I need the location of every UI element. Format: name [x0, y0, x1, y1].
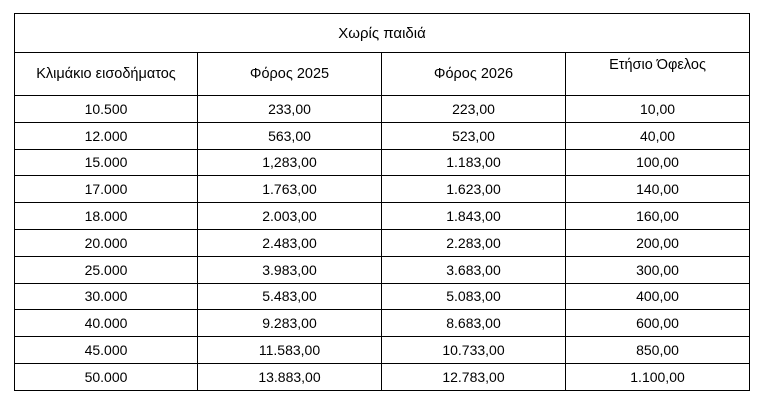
cell-tax-2026: 1.623,00	[382, 176, 566, 203]
cell-income-bracket: 40.000	[15, 310, 198, 337]
cell-tax-2025: 1.763,00	[198, 176, 382, 203]
table-body	[15, 96, 750, 391]
cell-tax-2025: 2.483,00	[198, 229, 382, 256]
cell-income-bracket: 50.000	[15, 363, 198, 390]
cell-tax-2026: 2.283,00	[382, 229, 566, 256]
cell-tax-2025: 1,283,00	[198, 149, 382, 176]
cell-tax-2025: 13.883,00	[198, 363, 382, 390]
cell-tax-2026: 10.733,00	[382, 337, 566, 364]
table-row	[15, 122, 750, 149]
cell-income-bracket: 10.500	[15, 96, 198, 123]
table-row	[15, 96, 750, 123]
cell-income-bracket: 25.000	[15, 256, 198, 283]
table-row	[15, 229, 750, 256]
header-tax-2025: Φόρος 2025	[198, 53, 382, 96]
cell-tax-2025: 5.483,00	[198, 283, 382, 310]
table-row	[15, 256, 750, 283]
cell-tax-2025: 3.983,00	[198, 256, 382, 283]
cell-tax-2026: 1.843,00	[382, 203, 566, 230]
cell-tax-2026: 12.783,00	[382, 363, 566, 390]
table-title-row	[15, 14, 750, 53]
cell-tax-2026: 1.183,00	[382, 149, 566, 176]
cell-income-bracket: 45.000	[15, 337, 198, 364]
cell-annual-benefit: 300,00	[566, 256, 750, 283]
table-row	[15, 283, 750, 310]
cell-tax-2025: 2.003,00	[198, 203, 382, 230]
cell-annual-benefit: 140,00	[566, 176, 750, 203]
cell-tax-2025: 9.283,00	[198, 310, 382, 337]
cell-tax-2026: 8.683,00	[382, 310, 566, 337]
cell-annual-benefit: 600,00	[566, 310, 750, 337]
tax-table	[14, 13, 750, 391]
table-row	[15, 337, 750, 364]
cell-annual-benefit: 200,00	[566, 229, 750, 256]
table-row	[15, 310, 750, 337]
header-tax-2026: Φόρος 2026	[382, 53, 566, 96]
table-row	[15, 176, 750, 203]
cell-tax-2025: 233,00	[198, 96, 382, 123]
cell-tax-2025: 563,00	[198, 122, 382, 149]
cell-annual-benefit: 40,00	[566, 122, 750, 149]
table-row	[15, 149, 750, 176]
cell-annual-benefit: 100,00	[566, 149, 750, 176]
table-row	[15, 203, 750, 230]
cell-tax-2025: 11.583,00	[198, 337, 382, 364]
table-header-row	[15, 53, 750, 96]
cell-annual-benefit: 160,00	[566, 203, 750, 230]
cell-annual-benefit: 850,00	[566, 337, 750, 364]
cell-income-bracket: 17.000	[15, 176, 198, 203]
cell-tax-2026: 3.683,00	[382, 256, 566, 283]
cell-tax-2026: 5.083,00	[382, 283, 566, 310]
cell-tax-2026: 223,00	[382, 96, 566, 123]
table-row	[15, 363, 750, 390]
cell-tax-2026: 523,00	[382, 122, 566, 149]
header-income-bracket: Κλιμάκιο εισοδήματος	[15, 53, 198, 96]
cell-annual-benefit: 10,00	[566, 96, 750, 123]
cell-income-bracket: 30.000	[15, 283, 198, 310]
table-title: Χωρίς παιδιά	[15, 14, 750, 53]
header-annual-benefit: Ετήσιο Όφελος	[566, 53, 750, 96]
cell-income-bracket: 18.000	[15, 203, 198, 230]
cell-annual-benefit: 1.100,00	[566, 363, 750, 390]
cell-income-bracket: 12.000	[15, 122, 198, 149]
cell-income-bracket: 20.000	[15, 229, 198, 256]
cell-income-bracket: 15.000	[15, 149, 198, 176]
cell-annual-benefit: 400,00	[566, 283, 750, 310]
